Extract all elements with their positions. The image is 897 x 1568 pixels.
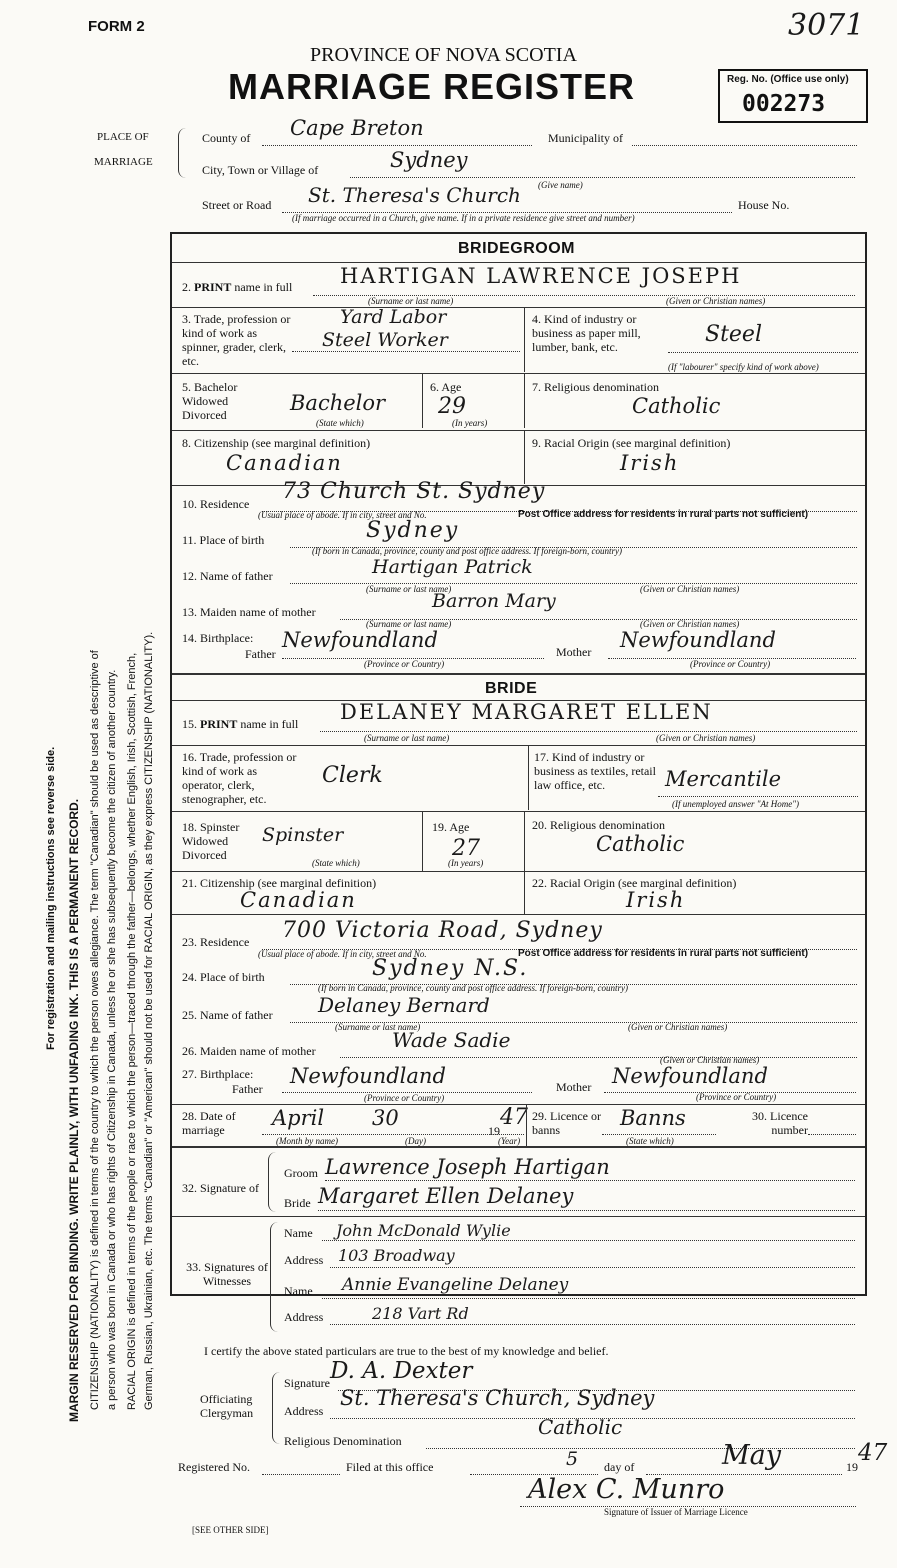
form-number: FORM 2	[88, 18, 145, 35]
groom-father-label: 12. Name of father	[182, 569, 273, 583]
bride-years-caption: (In years)	[448, 858, 484, 868]
date-year: 47	[500, 1105, 528, 1130]
margin-line-1: For registration and mailing instructions see reverse side.	[45, 746, 57, 1050]
bride-origin-value: Irish	[626, 888, 686, 912]
margin-line-4: a person who was born in Canada or who has rights of Citizenship in Canada, unless he or she has subsequently become the citizen of another country.	[106, 669, 118, 1410]
margin-line-6: German, Russian, Ukrainian, etc. The terms "Canadian" or "American" should not be used for RACIAL ORIGIN, as they express CITIZENSHIP (NATIONALITY).	[143, 631, 155, 1410]
date-label: 28. Date of marriage	[182, 1109, 236, 1137]
licence-number-label: 30. Licence number	[752, 1109, 808, 1137]
bride-mother-label: 26. Maiden name of mother	[182, 1044, 316, 1058]
bride-citizenship-value: Canadian	[240, 888, 357, 912]
bride-mother-given-caption: (Given or Christian names)	[660, 1055, 760, 1065]
groom-state-caption: (State which)	[316, 418, 364, 428]
county-label: County of	[202, 131, 251, 145]
see-other-side: [SEE OTHER SIDE]	[192, 1525, 269, 1535]
w1-address-label: Address	[284, 1253, 324, 1267]
clergy-label: Officiating Clergyman	[200, 1392, 254, 1420]
bride-mother-word: Mother	[556, 1080, 592, 1094]
bride-residence-caption-1: (Usual place of abode. If in city, street and No.	[258, 949, 427, 959]
clergy-religion-label: Religious Denomination	[284, 1434, 402, 1448]
clergy-address-label: Address	[284, 1404, 324, 1418]
groom-years-caption: (In years)	[452, 418, 488, 428]
page-title: MARRIAGE REGISTER	[228, 66, 636, 107]
county-value: Cape Breton	[290, 116, 424, 140]
bride-mbp-caption: (Province or Country)	[696, 1092, 777, 1102]
groom-name-value: HARTIGAN LAWRENCE JOSEPH	[340, 264, 742, 288]
groom-residence-value: 73 Church St. Sydney	[282, 479, 546, 504]
clergy-signature: D. A. Dexter	[330, 1358, 473, 1384]
bride-surname-caption: (Surname or last name)	[364, 733, 450, 743]
groom-religion-label: 7. Religious denomination	[532, 380, 659, 394]
bride-trade-label: 16. Trade, profession or kind of work as operator, clerk, stenographer, etc.	[182, 750, 297, 806]
bride-religion-value: Catholic	[596, 832, 685, 856]
bride-industry-value: Mercantile	[665, 767, 782, 791]
municipality-label: Municipality of	[548, 131, 623, 145]
street-value: St. Theresa's Church	[308, 183, 521, 207]
bride-origin-label: 22. Racial Origin (see marginal definition)	[532, 876, 737, 890]
issuer-caption: Signature of Issuer of Marriage Licence	[604, 1507, 748, 1517]
groom-status-label: 5. Bachelor Widowed Divorced	[182, 380, 238, 422]
bride-home-caption: (If unemployed answer "At Home")	[672, 799, 800, 809]
bride-sig-label: Bride	[284, 1196, 311, 1210]
groom-signature: Lawrence Joseph Hartigan	[325, 1155, 610, 1179]
certify-text: I certify the above stated particulars are true to the best of my knowledge and belief.	[204, 1344, 609, 1358]
w2-name-label: Name	[284, 1284, 313, 1298]
bride-birthplace-label: 24. Place of birth	[182, 970, 265, 984]
filed-year: 47	[858, 1440, 888, 1466]
groom-father-birthplace: Newfoundland	[282, 628, 438, 652]
groom-birth-caption: (If born in Canada, province, county and post office address. If foreign-born, country)	[312, 546, 622, 556]
groom-birthplace-label: 11. Place of birth	[182, 533, 265, 547]
date-day-caption: (Day)	[405, 1136, 426, 1146]
w1-name-label: Name	[284, 1226, 313, 1240]
bride-trade-value: Clerk	[322, 763, 383, 788]
groom-mother-label: 13. Maiden name of mother	[182, 605, 316, 619]
groom-given-caption: (Given or Christian names)	[666, 296, 766, 306]
bride-residence-caption-2: Post Office address for residents in rural parts not sufficient)	[518, 948, 809, 959]
place-label-1: PLACE OF	[97, 131, 149, 143]
witnesses-label: 33. Signatures of Witnesses	[186, 1260, 268, 1288]
groom-residence-caption-2: Post Office address for residents in rural parts not sufficient)	[518, 509, 809, 520]
groom-residence-caption-1: (Usual place of abode. If in city, street and No.	[258, 510, 427, 520]
groom-name-label: 2. PRINT name in full	[182, 280, 293, 294]
groom-trade-1: Yard Labor	[340, 306, 447, 328]
groom-age-label: 6. Age	[430, 380, 462, 394]
bride-father-label: 25. Name of father	[182, 1008, 273, 1022]
issuer-signature: Alex C. Munro	[528, 1474, 725, 1505]
reg-box	[718, 69, 868, 123]
groom-residence-label: 10. Residence	[182, 497, 250, 511]
house-label: House No.	[738, 198, 790, 212]
groom-surname-caption: (Surname or last name)	[368, 296, 454, 306]
groom-origin-label: 9. Racial Origin (see marginal definition)	[532, 436, 731, 450]
registered-label: Registered No.	[178, 1460, 250, 1474]
bride-father-birthplace: Newfoundland	[290, 1064, 446, 1088]
bride-state-caption: (State which)	[312, 858, 360, 868]
province-title: PROVINCE OF NOVA SCOTIA	[310, 44, 577, 66]
groom-father-surname-caption: (Surname or last name)	[366, 584, 452, 594]
groom-age-value: 29	[438, 394, 466, 419]
bride-fbp-caption: (Province or Country)	[364, 1093, 445, 1103]
place-note: (If marriage occurred in a Church, give name. If in a private residence give street and number)	[292, 213, 635, 223]
bride-father-surname-caption: (Surname or last name)	[335, 1022, 421, 1032]
bride-father-word: Father	[232, 1082, 263, 1096]
reg-number: 002273	[742, 91, 826, 117]
groom-religion-value: Catholic	[632, 394, 721, 418]
bride-father-value: Delaney Bernard	[318, 993, 490, 1017]
bride-parents-birthplace-label: 27. Birthplace:	[182, 1067, 254, 1081]
groom-mother-given-caption: (Given or Christian names)	[640, 619, 740, 629]
date-month-caption: (Month by name)	[276, 1136, 338, 1146]
filed-year-prefix: 19	[846, 1460, 858, 1474]
bride-status-value: Spinster	[262, 824, 344, 846]
filed-label: Filed at this office	[346, 1460, 434, 1474]
bride-industry-label: 17. Kind of industry or business as textiles, retail law office, etc.	[534, 750, 656, 792]
bride-signature: Margaret Ellen Delaney	[318, 1184, 574, 1208]
groom-status-value: Bachelor	[290, 391, 386, 415]
bride-status-label: 18. Spinster Widowed Divorced	[182, 820, 240, 862]
bride-citizenship-label: 21. Citizenship (see marginal definition)	[182, 876, 377, 890]
file-number: 3071	[788, 8, 865, 43]
bride-birth-caption: (If born in Canada, province, county and post office address. If foreign-born, country)	[318, 983, 628, 993]
reg-label: Reg. No. (Office use only)	[727, 74, 849, 85]
bride-age-label: 19. Age	[432, 820, 470, 834]
groom-industry-label: 4. Kind of industry or business as paper mill, lumber, bank, etc.	[532, 312, 641, 354]
groom-citizenship-label: 8. Citizenship (see marginal definition)	[182, 436, 371, 450]
groom-mbp-caption: (Province or Country)	[690, 659, 771, 669]
date-year-prefix: 19	[488, 1124, 500, 1138]
date-month: April	[272, 1106, 325, 1130]
w1-name: John McDonald Wylie	[336, 1221, 511, 1240]
groom-fbp-caption: (Province or Country)	[364, 659, 445, 669]
day-of-label: day of	[604, 1460, 635, 1474]
date-year-caption: (Year)	[498, 1136, 521, 1146]
licence-state-caption: (State which)	[626, 1136, 674, 1146]
filed-month: May	[722, 1440, 781, 1471]
groom-mother-word: Mother	[556, 645, 592, 659]
bride-residence-value: 700 Victoria Road, Sydney	[282, 918, 603, 943]
witness-brace	[270, 1222, 281, 1332]
filed-day: 5	[566, 1448, 579, 1470]
groom-birthplace-value: Sydney	[366, 518, 460, 543]
bride-name-label: 15. PRINT name in full	[182, 717, 299, 731]
give-name-caption: (Give name)	[538, 180, 583, 190]
bride-given-caption: (Given or Christian names)	[656, 733, 756, 743]
groom-father-word: Father	[245, 647, 276, 661]
w2-address: 218 Vart Rd	[372, 1304, 469, 1323]
bride-mother-value: Wade Sadie	[392, 1028, 511, 1052]
groom-origin-value: Irish	[620, 451, 680, 475]
clergy-brace	[272, 1372, 283, 1444]
bride-birthplace-value: Sydney N.S.	[372, 956, 529, 981]
signature-of-label: 32. Signature of	[182, 1181, 259, 1195]
licence-label: 29. Licence or banns	[532, 1109, 601, 1137]
groom-father-given-caption: (Given or Christian names)	[640, 584, 740, 594]
date-day: 30	[372, 1106, 399, 1130]
groom-mother-value: Barron Mary	[432, 590, 556, 612]
groom-father-value: Hartigan Patrick	[372, 556, 533, 578]
w1-address: 103 Broadway	[338, 1246, 455, 1265]
clergy-signature-label: Signature	[284, 1376, 330, 1390]
groom-citizenship-value: Canadian	[226, 451, 343, 475]
groom-trade-label: 3. Trade, profession or kind of work as spinner, grader, clerk, etc.	[182, 312, 291, 368]
bride-heading: BRIDE	[485, 680, 538, 697]
w2-address-label: Address	[284, 1310, 324, 1324]
groom-labourer-caption: (If "labourer" specify kind of work above)	[668, 362, 819, 372]
place-label-2: MARRIAGE	[94, 156, 153, 168]
signature-brace	[268, 1152, 279, 1212]
city-value: Sydney	[390, 148, 468, 172]
bridegroom-heading: BRIDEGROOM	[458, 240, 575, 257]
clergy-address: St. Theresa's Church, Sydney	[340, 1386, 655, 1410]
bride-religion-label: 20. Religious denomination	[532, 818, 665, 832]
bride-age-value: 27	[452, 836, 480, 861]
bride-name-value: DELANEY MARGARET ELLEN	[340, 700, 713, 724]
groom-mother-birthplace: Newfoundland	[620, 628, 776, 652]
place-brace	[178, 128, 191, 178]
bride-residence-label: 23. Residence	[182, 935, 250, 949]
groom-parents-birthplace-label: 14. Birthplace:	[182, 631, 254, 645]
street-label: Street or Road	[202, 198, 272, 212]
margin-line-2: MARGIN RESERVED FOR BINDING. WRITE PLAINLY, WITH UNFADING INK. THIS IS A PERMANENT RECORD.	[67, 798, 81, 1422]
groom-industry-value: Steel	[705, 322, 762, 347]
margin-line-5: RACIAL ORIGIN is defined in terms of the people or race to which the person—traced through the father—belongs, whether English, Irish, Scottish, French,	[126, 652, 138, 1410]
groom-trade-2: Steel Worker	[322, 329, 448, 351]
licence-value: Banns	[620, 1106, 686, 1130]
groom-sig-label: Groom	[284, 1166, 318, 1180]
bride-father-given-caption: (Given or Christian names)	[628, 1022, 728, 1032]
bride-mother-birthplace: Newfoundland	[612, 1064, 768, 1088]
city-label: City, Town or Village of	[202, 163, 319, 177]
w2-name: Annie Evangeline Delaney	[342, 1275, 569, 1295]
clergy-religion: Catholic	[538, 1415, 623, 1439]
margin-line-3: CITIZENSHIP (NATIONALITY) is defined in terms of the country to which the person owes allegiance. The term "Canadian" should be used as descriptive of	[89, 650, 101, 1410]
groom-mother-surname-caption: (Surname or last name)	[366, 619, 452, 629]
